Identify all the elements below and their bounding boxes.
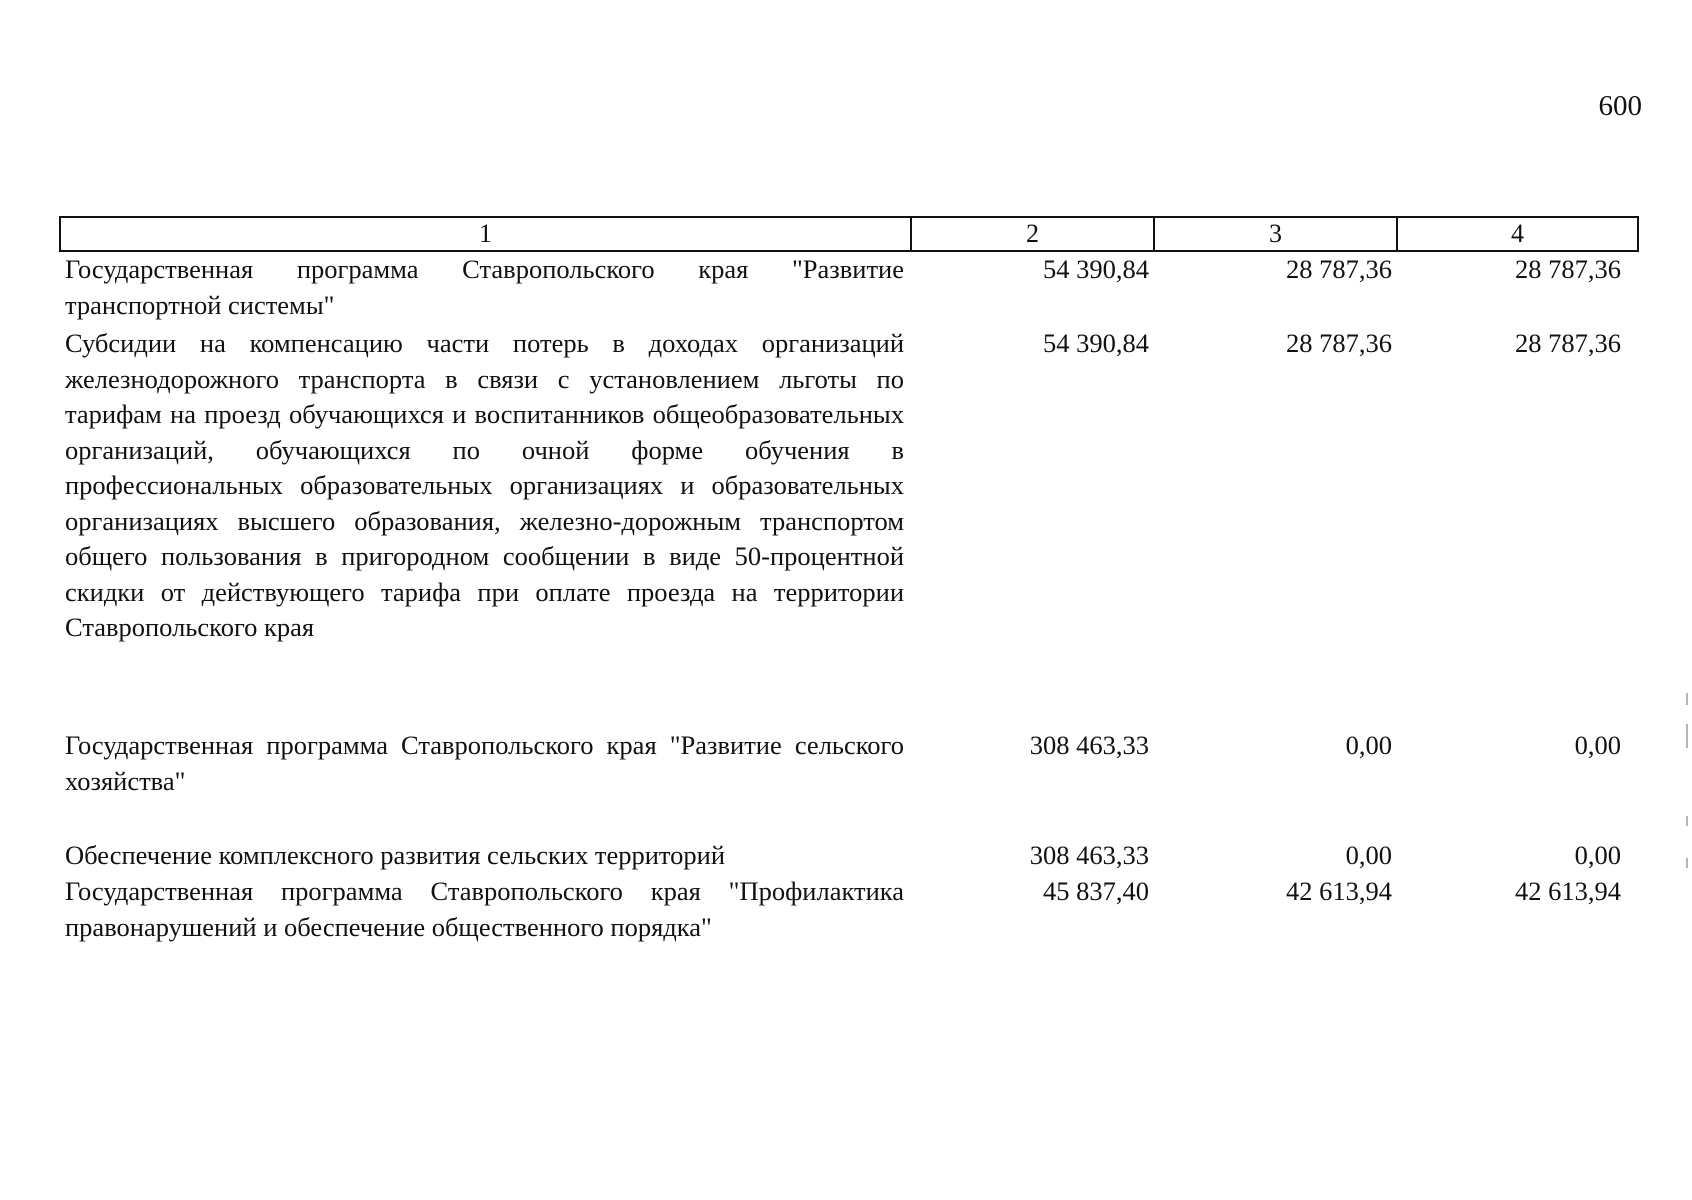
row-value-col3: 42 613,94 bbox=[1286, 876, 1392, 906]
row-value-col2: 54 390,84 bbox=[1043, 254, 1149, 284]
row-value-col3: 0,00 bbox=[1345, 840, 1392, 870]
row-value-col4: 0,00 bbox=[1574, 730, 1621, 760]
row-value-col3: 0,00 bbox=[1345, 730, 1392, 760]
table-row bbox=[59, 838, 1639, 874]
row-value-col3: 28 787,36 bbox=[1286, 254, 1392, 284]
row-value-col4: 42 613,94 bbox=[1515, 876, 1621, 906]
row-value-col4: 0,00 bbox=[1574, 840, 1621, 870]
column-header-2: 2 bbox=[912, 218, 1155, 250]
table-row bbox=[59, 728, 1639, 799]
column-header-3: 3 bbox=[1155, 218, 1398, 250]
table-row bbox=[59, 874, 1639, 945]
row-value-col4: 28 787,36 bbox=[1515, 254, 1621, 284]
row-value-col3: 28 787,36 bbox=[1286, 328, 1392, 358]
scan-margin-mark bbox=[1686, 816, 1688, 826]
page-number: 600 bbox=[1598, 90, 1642, 122]
column-header-4: 4 bbox=[1511, 219, 1524, 248]
row-name: Государственная программа Ставропольского края "Развитие сельского хозяйства" bbox=[65, 730, 904, 796]
scan-margin-mark bbox=[1686, 858, 1688, 868]
row-name: Обеспечение комплексного развития сельских территорий bbox=[65, 840, 726, 870]
row-value-col2: 308 463,33 bbox=[1029, 840, 1149, 870]
row-value-col2: 54 390,84 bbox=[1043, 328, 1149, 358]
row-value-col4: 28 787,36 bbox=[1515, 328, 1621, 358]
table-header bbox=[59, 216, 1639, 252]
row-name: Государственная программа Ставропольского края "Развитие транспортной системы" bbox=[65, 254, 904, 320]
column-header-1: 1 bbox=[61, 218, 912, 250]
scan-margin-mark bbox=[1686, 724, 1688, 748]
row-name: Государственная программа Ставропольского края "Профилактика правонарушений и обеспечение общественного порядка" bbox=[65, 876, 904, 942]
row-name: Субсидии на компенсацию части потерь в доходах организаций железнодорожного транспорта в связи с установлением льготы по тарифам на проезд обучающихся и воспитанников общеобразовательных организаций, обучающихся по очной форме обучения в профессиональных образовательных организациях и образовательных организациях высшего образования, железно-дорожным транспортом общего пользования в пригородном сообщении в виде 50-процентной скидки от действующего тарифа при оплате проезда на территории Ставропольского края bbox=[65, 328, 904, 642]
table-row bbox=[59, 326, 1639, 646]
row-value-col2: 308 463,33 bbox=[1029, 730, 1149, 760]
table-row bbox=[59, 252, 1639, 323]
row-value-col2: 45 837,40 bbox=[1043, 876, 1149, 906]
scan-margin-mark bbox=[1686, 693, 1688, 705]
